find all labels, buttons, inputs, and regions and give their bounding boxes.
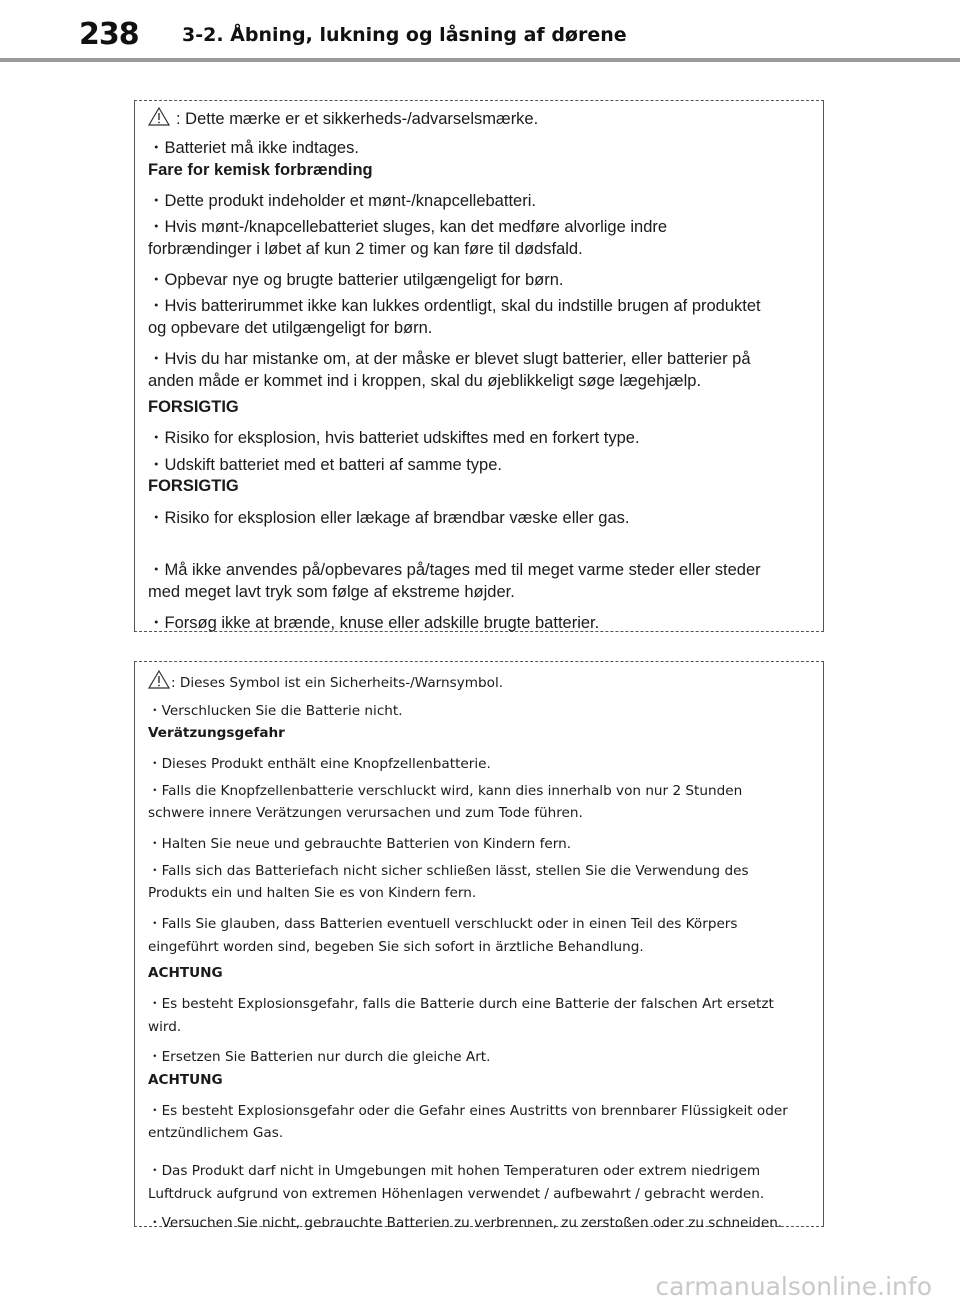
- text-line: ・Falls Sie glauben, dass Batterien eventuell verschluckt oder in einen Teil des Körpers: [148, 916, 738, 932]
- text-line: ・Udskift batteriet med et batteri af samme type.: [148, 456, 502, 474]
- heading-line: Verätzungsgefahr: [148, 725, 285, 741]
- text-line: ・Versuchen Sie nicht, gebrauchte Batterien zu verbrennen, zu zerstoßen oder zu schneiden.: [148, 1215, 783, 1231]
- header-divider: [0, 58, 960, 62]
- text-line: ・Risiko for eksplosion eller lækage af brændbar væske eller gas.: [148, 509, 630, 527]
- text-line: anden måde er kommet ind i kroppen, skal du øjeblikkeligt søge lægehjælp.: [148, 372, 702, 390]
- text-line: ・Hvis mønt-/knapcellebatteriet sluges, kan det medføre alvorlige indre: [148, 218, 668, 236]
- page-header: [0, 0, 960, 62]
- text-line: wird.: [148, 1019, 182, 1035]
- heading-line: FORSIGTIG: [148, 477, 239, 495]
- text-line: ・Es besteht Explosionsgefahr, falls die Batterie durch eine Batterie der falschen Art ersetzt: [148, 996, 774, 1012]
- page-number: 238: [79, 17, 139, 52]
- section-title: 3-2. Åbning, lukning og låsning af dørene: [182, 24, 627, 46]
- text-line: ・Falls sich das Batteriefach nicht sicher schließen lässt, stellen Sie die Verwendung des: [148, 863, 749, 879]
- text-line: ・Forsøg ikke at brænde, knuse eller adskille brugte batterier.: [148, 614, 600, 632]
- heading-line: ACHTUNG: [148, 1072, 223, 1088]
- text-line: ・Dette produkt indeholder et mønt-/knapcellebatteri.: [148, 192, 536, 210]
- heading-line: Fare for kemisk forbrænding: [148, 161, 373, 179]
- text-line: Luftdruck aufgrund von extremen Höhenlagen verwendet / aufbewahrt / gebracht werden.: [148, 1186, 765, 1202]
- text-line: Produkts ein und halten Sie es von Kindern fern.: [148, 885, 477, 901]
- text-line: eingeführt worden sind, begeben Sie sich sofort in ärztliche Behandlung.: [148, 939, 644, 955]
- warning-symbol-line: [148, 107, 538, 129]
- warning-symbol-text: : Dette mærke er et sikkerheds-/advarselsmærke.: [176, 110, 539, 128]
- text-line: schwere innere Verätzungen verursachen und zum Tode führen.: [148, 805, 583, 821]
- text-line: og opbevare det utilgængeligt for børn.: [148, 319, 433, 337]
- text-line: entzündlichem Gas.: [148, 1125, 284, 1141]
- text-line: ・Batteriet må ikke indtages.: [148, 139, 359, 157]
- text-line: ・Risiko for eksplosion, hvis batteriet udskiftes med en forkert type.: [148, 429, 640, 447]
- warning-symbol-line: [148, 670, 503, 691]
- text-line: ・Opbevar nye og brugte batterier utilgængeligt for børn.: [148, 271, 564, 289]
- text-line: ・Halten Sie neue und gebrauchte Batterien von Kindern fern.: [148, 836, 572, 852]
- text-line: ・Dieses Produkt enthält eine Knopfzellenbatterie.: [148, 756, 491, 772]
- warning-symbol-text: : Dieses Symbol ist ein Sicherheits-/Warnsymbol.: [171, 675, 504, 691]
- text-line: ・Hvis du har mistanke om, at der måske er blevet slugt batterier, eller batterier på: [148, 350, 751, 368]
- heading-line: ACHTUNG: [148, 965, 223, 981]
- text-line: ・Ersetzen Sie Batterien nur durch die gleiche Art.: [148, 1049, 491, 1065]
- german-warning-box: [134, 661, 824, 1231]
- text-line: ・Må ikke anvendes på/opbevares på/tages med til meget varme steder eller steder: [148, 561, 761, 579]
- heading-line: FORSIGTIG: [148, 398, 239, 416]
- text-line: ・Falls die Knopfzellenbatterie verschluckt wird, kann dies innerhalb von nur 2 Stunden: [148, 783, 743, 799]
- watermark: carmanualsonline.info: [655, 1272, 932, 1301]
- text-line: forbrændinger i løbet af kun 2 timer og kan føre til dødsfald.: [148, 240, 583, 258]
- text-line: ・Verschlucken Sie die Batterie nicht.: [148, 703, 403, 719]
- warning-triangle-icon: [148, 670, 170, 689]
- text-line: ・Das Produkt darf nicht in Umgebungen mit hohen Temperaturen oder extrem niedrigem: [148, 1163, 761, 1179]
- text-line: ・Es besteht Explosionsgefahr oder die Gefahr eines Austritts von brennbarer Flüssigkeit oder: [148, 1103, 788, 1119]
- warning-triangle-icon: [148, 107, 170, 126]
- text-line: ・Hvis batterirummet ikke kan lukkes ordentligt, skal du indstille brugen af produktet: [148, 297, 761, 315]
- text-line: med meget lavt tryk som følge af ekstreme højder.: [148, 583, 515, 601]
- danish-warning-box: [134, 100, 824, 632]
